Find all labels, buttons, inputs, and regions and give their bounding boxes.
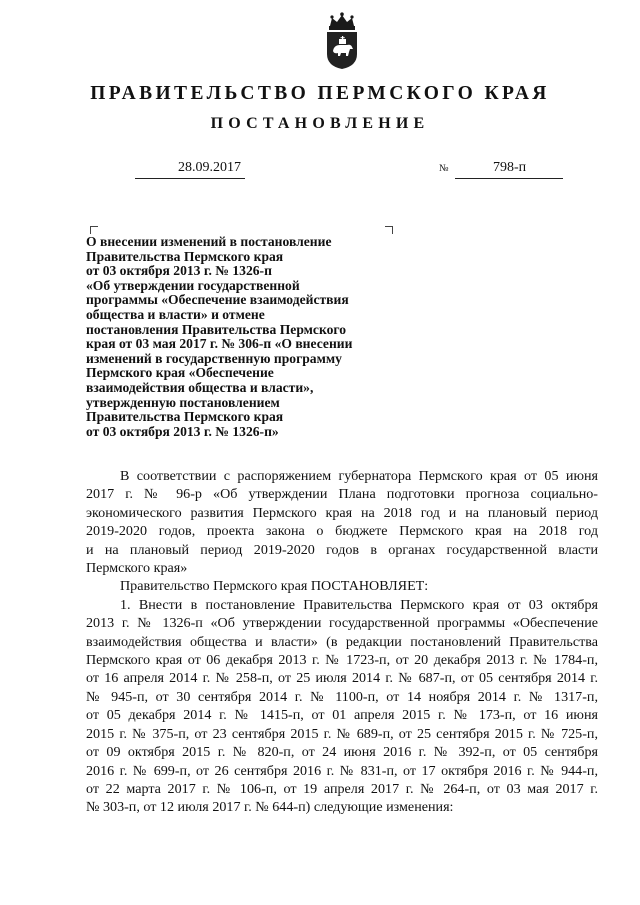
heading-line: Правительства Пермского края (86, 248, 284, 264)
body-line: 2015 г. № 375-п, от 23 сентября 2015 г. № 689-п, от 25 сентября 2015 г. № 725-п, (86, 725, 598, 742)
body-line: № 945-п, от 30 сентября 2014 г. № 1100-п, от 14 ноября 2014 г. № 1317-п, (86, 688, 598, 705)
body-line: Пермского края» (86, 560, 188, 577)
heading-line: утвержденную постановлением (86, 394, 280, 410)
heading-line: Пермского края «Обеспечение (86, 365, 274, 381)
document-date-field (135, 158, 245, 179)
document-number-field (455, 158, 563, 179)
body-line: № 303-п, от 12 июля 2017 г. № 644-п) следующие изменения: (86, 799, 454, 816)
body-line: 2016 г. № 699-п, от 26 сентября 2016 г. № 831-п, от 17 октября 2016 г. № 944-п, (86, 762, 598, 779)
resolution-line: Правительство Пермского края ПОСТАНОВЛЯЕТ: (120, 578, 429, 595)
document-body (86, 467, 598, 817)
heading-line: программы «Обеспечение взаимодействия (86, 292, 349, 308)
body-line: Пермского края от 06 декабря 2013 г. № 1723-п, от 20 декабря 2013 г. № 1784-п, (86, 652, 598, 669)
document-date: 28.09.2017 (178, 160, 241, 175)
body-line: 2019-2020 годов, проекта закона о бюджете Пермского края на 2018 год (86, 523, 598, 540)
heading-line: от 03 октября 2013 г. № 1326-п (86, 263, 272, 279)
heading-line: общества и власти» и отмене (86, 306, 265, 322)
document-type: ПОСТАНОВЛЕНИЕ (210, 115, 430, 132)
number-sign: № (439, 163, 449, 174)
document-number: 798-п (493, 160, 527, 175)
heading-corner-left (90, 226, 98, 234)
heading-line: взаимодействия общества и власти», (86, 379, 314, 395)
heading-line: «Об утверждении государственной (86, 277, 300, 293)
body-line: от 05 декабря 2014 г. № 1415-п, от 01 апреля 2015 г. № 173-п, от 16 июня (86, 707, 598, 724)
body-line: экономического развития Пермского края на 2018 год и на плановый период (86, 504, 598, 521)
body-line: взаимодействия общества и власти» (в редакции постановлений Правительства (86, 633, 598, 650)
heading-line: Правительства Пермского края (86, 409, 284, 425)
body-line: 1. Внести в постановление Правительства Пермского края от 03 октября (120, 596, 598, 613)
body-line: 2013 г. № 1326-п «Об утверждении государственной программы «Обеспечение (86, 615, 598, 632)
document-heading (86, 235, 406, 439)
body-line: 2017 г. № 96-р «Об утверждении Плана подготовки прогноза социально- (86, 486, 598, 503)
heading-line: О внесении изменений в постановление (86, 234, 332, 249)
body-line: от 16 апреля 2014 г. № 258-п, от 25 июля 2014 г. № 687-п, от 05 сентября 2014 г. (86, 670, 598, 687)
perm-krai-coat-of-arms-icon (322, 12, 362, 70)
government-title: ПРАВИТЕЛЬСТВО ПЕРМСКОГО КРАЯ (90, 83, 550, 104)
body-line: В соответствии с распоряжением губернатора Пермского края от 05 июня (120, 468, 598, 484)
heading-line: от 03 октября 2013 г. № 1326-п» (86, 423, 279, 439)
heading-corner-right (385, 226, 393, 234)
heading-line: изменений в государственную программу (86, 350, 342, 366)
body-line: от 22 марта 2017 г. № 106-п, от 19 апреля 2017 г. № 264-п, от 03 мая 2017 г. (86, 780, 598, 797)
heading-line: края от 03 мая 2017 г. № 306-п «О внесении (86, 336, 353, 352)
heading-line: постановления Правительства Пермского (86, 321, 347, 337)
body-line: и на плановый период 2019-2020 годов в органах государственной власти (86, 541, 598, 558)
body-line: от 09 октября 2015 г. № 820-п, от 24 июня 2016 г. № 392-п, от 05 сентября (86, 744, 598, 761)
